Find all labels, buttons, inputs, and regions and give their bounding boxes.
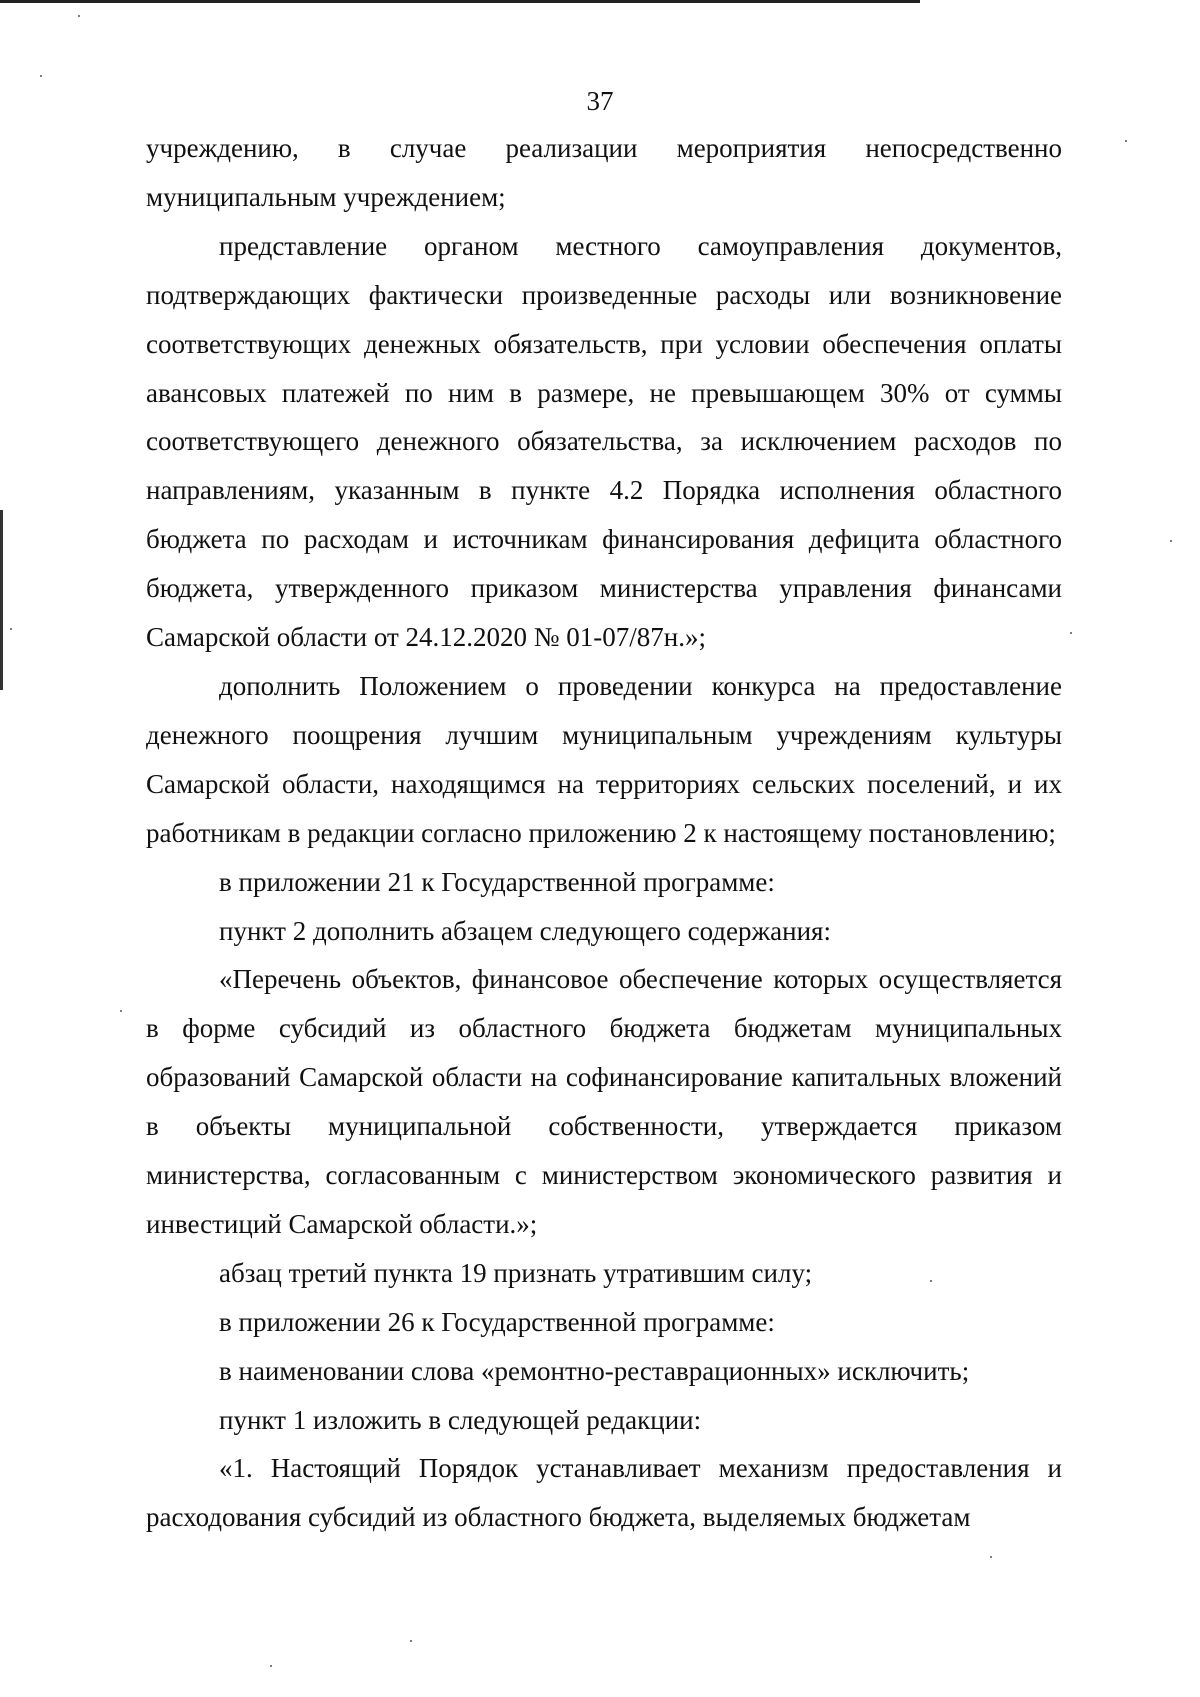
scan-speck bbox=[10, 628, 12, 630]
scan-speck bbox=[78, 15, 80, 17]
scan-speck bbox=[410, 1640, 412, 1642]
scan-speck bbox=[1170, 540, 1172, 542]
paragraph-8: в приложении 26 к Государственной программе: bbox=[219, 1306, 775, 1337]
paragraph-3: дополнить Положением о проведении конкурса на предоставление денежного поощрения лучшим муниципальным учреждениям культуры Самарской области, находящимся на территориях сельских поселений, и их работникам в редакции согласно приложению 2 к настоящему постановлению; bbox=[146, 670, 1062, 848]
scan-speck bbox=[270, 1665, 272, 1667]
scan-edge-mark bbox=[0, 510, 3, 690]
scan-speck bbox=[1125, 140, 1127, 142]
scan-speck bbox=[930, 1280, 932, 1282]
scan-speck bbox=[990, 1556, 992, 1558]
paragraph-5: пункт 2 дополнить абзацем следующего содержания: bbox=[219, 915, 831, 946]
paragraph-11: «1. Настоящий Порядок устанавливает механизм предоставления и расходования субсидий из областного бюджета, выделяемых бюджетам bbox=[146, 1453, 1062, 1533]
page-top-border bbox=[0, 0, 920, 3]
scan-speck bbox=[1070, 632, 1072, 634]
paragraph-1: учреждению, в случае реализации мероприятия непосредственно муниципальным учреждением; bbox=[146, 133, 1062, 212]
scan-speck bbox=[40, 75, 42, 77]
scan-speck bbox=[120, 1010, 122, 1012]
document-body bbox=[146, 124, 1062, 1542]
paragraph-2: представление органом местного самоуправления документов, подтверждающих фактически произведенные расходы или возникновение соответствующих денежных обязательств, при условии обеспечения оплаты авансовых платежей по ним в размере, не превышающем 30% от суммы соответствующего денежного обязательства, за исключением расходов по направлениям, указанным в пункте 4.2 Порядка исполнения областного бюджета по расходам и источникам финансирования дефицита областного бюджета, утвержденного приказом министерства управления финансами Самарской области от 24.12.2020 № 01-07/87н.»; bbox=[146, 230, 1062, 653]
paragraph-4: в приложении 21 к Государственной программе: bbox=[219, 866, 775, 897]
paragraph-6: «Перечень объектов, финансовое обеспечение которых осуществляется в форме субсидий из областного бюджета бюджетам муниципальных образований Самарской области на софинансирование капитальных вложений в объекты муниципальной собственности, утверждается приказом министерства, согласованным с министерством экономического развития и инвестиций Самарской области.»; bbox=[146, 964, 1062, 1239]
paragraph-10: пункт 1 изложить в следующей редакции: bbox=[219, 1404, 702, 1435]
page-number: 37 bbox=[586, 86, 614, 116]
paragraph-7: абзац третий пункта 19 признать утратившим силу; bbox=[219, 1257, 813, 1288]
paragraph-9: в наименовании слова «ремонтно-реставрационных» исключить; bbox=[219, 1355, 970, 1386]
